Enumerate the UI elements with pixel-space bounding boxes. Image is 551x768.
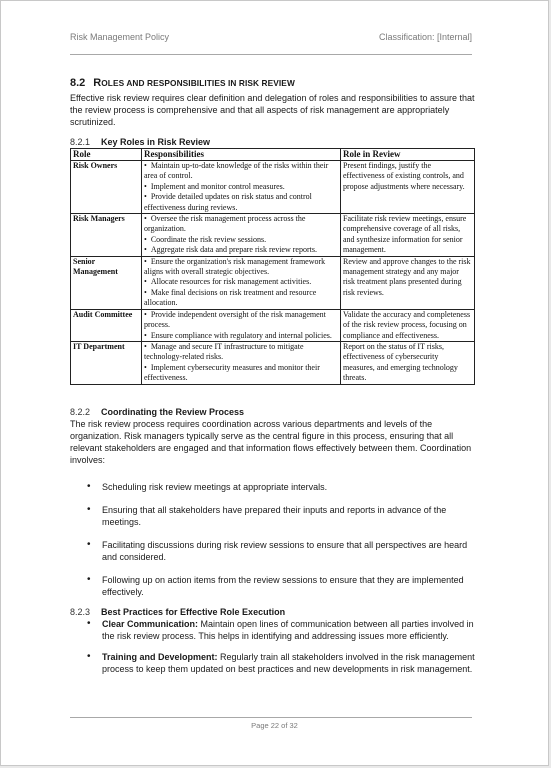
list-item: [70, 651, 475, 675]
coordination-intro: The risk review process requires coordination across various departments and levels of the organization. Risk managers typically serve as the central figure in this process, ensuring that all relevant stakeholders are engaged and that information flows effectively between them. Coordination involves:: [70, 418, 472, 465]
subsection-number: 8.2.3: [70, 606, 91, 617]
list-item: • Scheduling risk review meetings at appropriate intervals.: [70, 481, 475, 493]
list-item: • Ensuring that all stakeholders have prepared their inputs and reports in advance of the meetings.: [70, 504, 475, 528]
table-header-row: [71, 149, 475, 161]
responsibility-item: • Ensure the organization's risk management framework aligns with overall strategic objectives.: [144, 257, 338, 278]
responsibility-item: • Aggregate risk data and prepare risk review reports.: [144, 245, 338, 255]
header-title: Risk Management Policy: [70, 32, 170, 42]
responsibility-item: • Implement cybersecurity measures and monitor their effectiveness.: [144, 363, 338, 384]
table-row: [71, 309, 475, 341]
section-title-rest: OLES AND RESPONSIBILITIES IN RISK REVIEW: [101, 78, 295, 88]
column-header-review: Role in Review: [341, 149, 475, 161]
table-row: [71, 256, 475, 309]
section-heading: [70, 77, 475, 89]
practice-lead: Training and Development:: [102, 651, 218, 662]
responsibility-item: • Allocate resources for risk management activities.: [144, 277, 338, 287]
subsection-title: Coordinating the Review Process: [101, 406, 245, 417]
section-intro: Effective risk review requires clear definition and delegation of roles and responsibilities to assure that the review process is comprehensive and that all aspects of risk management are appropriately scrutinized.: [70, 93, 475, 127]
section-title-initial: R: [93, 77, 102, 89]
column-header-responsibilities: Responsibilities: [142, 149, 341, 161]
review-cell: Present findings, justify the effectiveness of existing controls, and propose adjustments where necessary.: [341, 161, 475, 214]
section-number: 8.2: [70, 77, 86, 89]
subsection-number: 8.2.1: [70, 137, 91, 147]
subsection-heading-roles: [70, 137, 475, 147]
subsection-number: 8.2.2: [70, 406, 91, 417]
practice-text: Regularly train all stakeholders involved in the risk management process to keep them updated on best practices and new developments in risk management.: [102, 651, 475, 674]
responsibilities-cell: [142, 161, 341, 214]
column-header-role: Role: [71, 149, 142, 161]
responsibilities-cell: [142, 341, 341, 384]
responsibility-item: • Implement and monitor control measures.: [144, 182, 338, 192]
page-number: Page 22 of 32: [251, 721, 298, 730]
responsibilities-cell: [142, 214, 341, 257]
best-practices-list: [70, 618, 475, 675]
table-row: [71, 214, 475, 257]
list-item: • Following up on action items from the review sessions to ensure that they are implemented effectively.: [70, 574, 475, 598]
footer-divider: [70, 717, 472, 718]
review-cell: Report on the status of IT risks, effectiveness of cybersecurity measures, and emerging technology threats.: [341, 341, 475, 384]
page-header: [70, 32, 472, 42]
role-cell: IT Department: [71, 341, 142, 384]
responsibility-item: • Oversee the risk management process across the organization.: [144, 214, 338, 235]
review-cell: Facilitate risk review meetings, ensure comprehensive coverage of all risks, and synthesize information for senior management.: [341, 214, 475, 257]
list-item: [70, 618, 475, 642]
subsection-heading-coordination: [70, 407, 475, 417]
responsibilities-cell: [142, 309, 341, 341]
responsibility-item: • Coordinate the risk review sessions.: [144, 235, 338, 245]
role-cell: Audit Committee: [71, 309, 142, 341]
coordination-list: [70, 481, 475, 598]
review-cell: Review and approve changes to the risk management strategy and any major risk treatment plans presented during risk reviews.: [341, 256, 475, 309]
header-classification: Classification: [Internal]: [378, 32, 472, 42]
responsibility-item: • Ensure compliance with regulatory and internal policies.: [144, 331, 338, 341]
table-row: [71, 161, 475, 214]
responsibility-item: • Provide independent oversight of the risk management process.: [144, 310, 338, 331]
roles-table: [70, 148, 475, 385]
responsibility-item: • Make final decisions on risk treatment and resource allocation.: [144, 288, 338, 309]
practice-lead: Clear Communication:: [102, 618, 199, 629]
subsection-title: Key Roles in Risk Review: [101, 137, 211, 147]
page-content: [70, 77, 475, 684]
responsibility-item: • Maintain up-to-date knowledge of the risks within their area of control.: [144, 161, 338, 182]
practice-text: Maintain open lines of communication between all parties involved in the risk review process. This helps in identifying and addressing issues more efficiently.: [102, 618, 474, 641]
header-divider: [70, 54, 472, 55]
responsibility-item: • Provide detailed updates on risk status and control effectiveness during reviews.: [144, 192, 338, 213]
subsection-heading-best-practices: [70, 607, 475, 617]
role-cell: Senior Management: [71, 256, 142, 309]
responsibilities-cell: [142, 256, 341, 309]
list-item: • Facilitating discussions during risk review sessions to ensure that all perspectives are heard and considered.: [70, 539, 475, 563]
table-row: [71, 341, 475, 384]
subsection-title: Best Practices for Effective Role Execution: [101, 606, 286, 617]
responsibility-item: • Manage and secure IT infrastructure to mitigate technology-related risks.: [144, 342, 338, 363]
role-cell: Risk Owners: [71, 161, 142, 214]
role-cell: Risk Managers: [71, 214, 142, 257]
review-cell: Validate the accuracy and completeness of the risk review process, focusing on compliance and effectiveness.: [341, 309, 475, 341]
